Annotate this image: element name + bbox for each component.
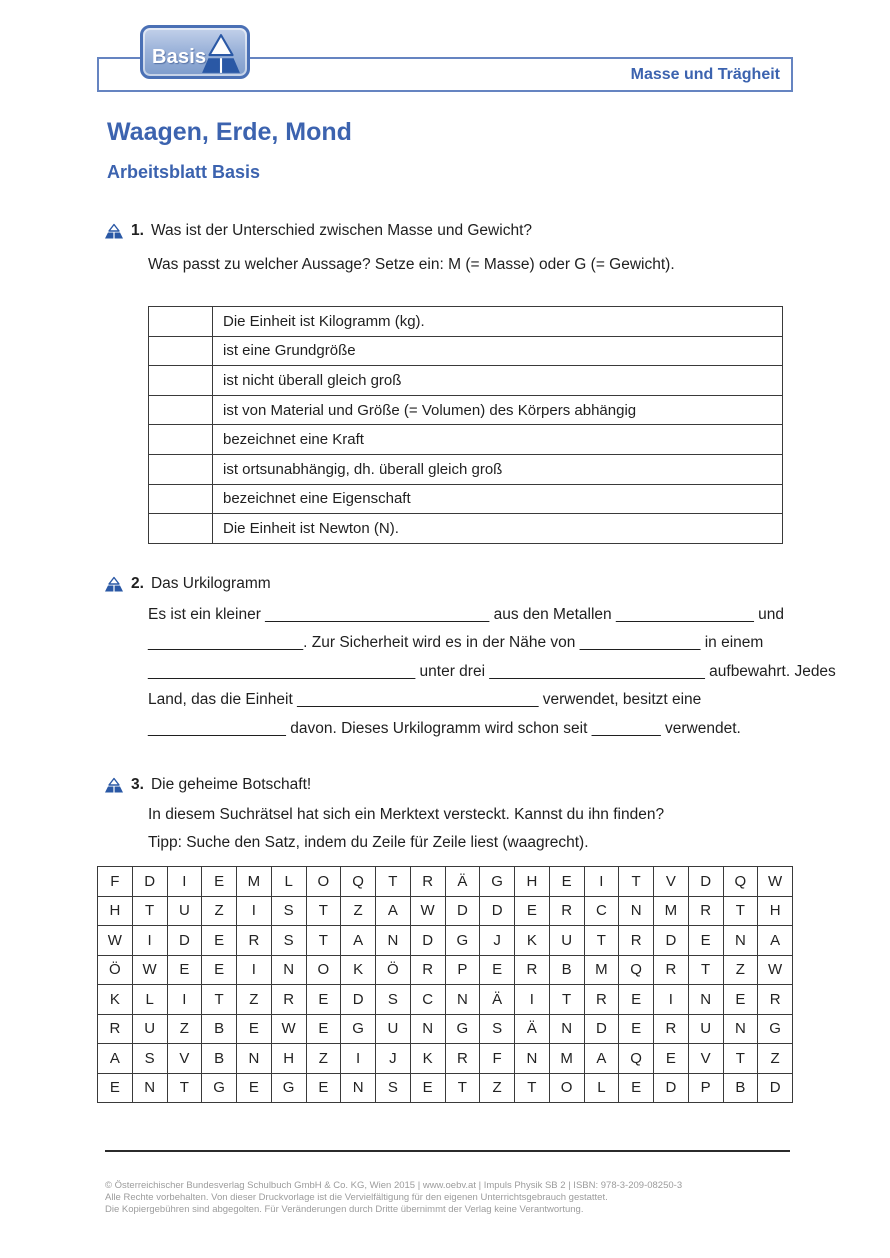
letter-cell: Q — [341, 867, 376, 897]
letter-cell: I — [341, 1044, 376, 1074]
letter-cell: D — [688, 867, 723, 897]
letter-cell: F — [480, 1044, 515, 1074]
letter-cell: Ä — [445, 867, 480, 897]
letter-cell: Z — [723, 955, 758, 985]
letter-cell: E — [202, 867, 237, 897]
letter-cell: B — [549, 955, 584, 985]
footer-line: Die Kopiergebühren sind abgegolten. Für Veränderungen durch Dritte übernimmt der Verlag keine Verantwortung. — [105, 1203, 584, 1215]
letter-cell: E — [549, 867, 584, 897]
letter-cell: E — [237, 1073, 272, 1103]
letter-cell: R — [688, 896, 723, 926]
grid-row — [98, 1073, 793, 1103]
letter-cell: S — [376, 1073, 411, 1103]
letter-cell: B — [202, 1014, 237, 1044]
letter-cell: T — [376, 867, 411, 897]
letter-cell: I — [132, 926, 167, 956]
task-3-heading — [104, 776, 311, 794]
letter-cell: R — [445, 1044, 480, 1074]
letter-cell: D — [167, 926, 202, 956]
letter-cell: Z — [167, 1014, 202, 1044]
letter-cell: F — [98, 867, 133, 897]
letter-cell: B — [723, 1073, 758, 1103]
letter-cell: E — [619, 1073, 654, 1103]
letter-cell: Z — [202, 896, 237, 926]
task-number: 2. — [131, 575, 144, 592]
letter-cell: E — [654, 1044, 689, 1074]
grid-row — [98, 1014, 793, 1044]
footer-line: © Österreichischer Bundesverlag Schulbuch GmbH & Co. KG, Wien 2015 | www.oebv.at | Impuls Physik SB 2 | ISBN: 978-3-209-08250-3 — [105, 1180, 683, 1191]
letter-cell: P — [688, 1073, 723, 1103]
letter-cell: E — [306, 1014, 341, 1044]
statement-row — [149, 307, 783, 337]
task-1-instruction: Was passt zu welcher Aussage? Setze ein: M (= Masse) oder G (= Gewicht). — [148, 256, 675, 273]
letter-cell: E — [202, 926, 237, 956]
letter-cell: D — [132, 867, 167, 897]
letter-cell: S — [271, 896, 306, 926]
instruction-line: Tipp: Suche den Satz, indem du Zeile für Zeile liest (waagrecht). — [148, 834, 589, 852]
letter-cell: T — [515, 1073, 550, 1103]
letter-cell: D — [445, 896, 480, 926]
letter-cell: D — [654, 926, 689, 956]
letter-cell: E — [306, 985, 341, 1015]
letter-cell: L — [271, 867, 306, 897]
letter-cell: Q — [619, 1044, 654, 1074]
letter-cell: R — [549, 896, 584, 926]
statement-row — [149, 514, 783, 544]
letter-cell: Q — [619, 955, 654, 985]
letter-cell: O — [306, 955, 341, 985]
letter-cell: N — [376, 926, 411, 956]
letter-cell: H — [98, 896, 133, 926]
letter-cell: D — [654, 1073, 689, 1103]
statement-text: ist nicht überall gleich groß — [213, 366, 783, 396]
letter-cell: W — [758, 955, 793, 985]
letter-cell: K — [98, 985, 133, 1015]
letter-cell: Z — [306, 1044, 341, 1074]
letter-cell: C — [410, 985, 445, 1015]
letter-cell: I — [237, 896, 272, 926]
letter-cell: E — [237, 1014, 272, 1044]
letter-cell: I — [584, 867, 619, 897]
basis-logo-text: Basis — [152, 46, 207, 68]
grid-row — [98, 896, 793, 926]
page-title: Waagen, Erde, Mond — [107, 118, 352, 146]
answer-blank-cell — [149, 395, 213, 425]
statements-table — [148, 306, 783, 544]
letter-cell: Ä — [480, 985, 515, 1015]
letter-cell: R — [584, 985, 619, 1015]
letter-cell: H — [758, 896, 793, 926]
letter-cell: T — [202, 985, 237, 1015]
letter-cell: Z — [758, 1044, 793, 1074]
letter-cell: R — [237, 926, 272, 956]
letter-cell: R — [619, 926, 654, 956]
letter-cell: Ö — [98, 955, 133, 985]
letter-cell: S — [271, 926, 306, 956]
letter-cell: M — [654, 896, 689, 926]
fill-in-line: __________________. Zur Sicherheit wird es in der Nähe von ______________ in einem — [148, 634, 764, 652]
answer-blank-cell — [149, 454, 213, 484]
letter-cell: N — [549, 1014, 584, 1044]
letter-cell: G — [758, 1014, 793, 1044]
letter-cell: T — [306, 926, 341, 956]
fill-in-line: ________________ davon. Dieses Urkilogramm wird schon seit ________ verwendet. — [148, 719, 741, 737]
word-search-grid — [97, 866, 793, 1103]
letter-cell: E — [688, 926, 723, 956]
letter-cell: Q — [723, 867, 758, 897]
statement-text: ist ortsunabhängig, dh. überall gleich groß — [213, 454, 783, 484]
letter-cell: I — [515, 985, 550, 1015]
letter-cell: T — [549, 985, 584, 1015]
letter-cell: M — [237, 867, 272, 897]
letter-cell: T — [723, 896, 758, 926]
letter-cell: R — [410, 955, 445, 985]
letter-cell: N — [341, 1073, 376, 1103]
task-question: Die geheime Botschaft! — [150, 776, 312, 793]
grid-row — [98, 867, 793, 897]
statement-text: bezeichnet eine Eigenschaft — [213, 484, 783, 514]
letter-cell: M — [549, 1044, 584, 1074]
task-number: 1. — [131, 222, 144, 239]
letter-cell: T — [445, 1073, 480, 1103]
letter-cell: N — [237, 1044, 272, 1074]
letter-cell: T — [584, 926, 619, 956]
letter-cell: E — [619, 985, 654, 1015]
statement-text: ist eine Grundgröße — [213, 336, 783, 366]
task-1-heading — [104, 222, 532, 240]
letter-cell: E — [202, 955, 237, 985]
letter-cell: E — [306, 1073, 341, 1103]
topic-label: Masse und Trägheit — [630, 65, 780, 83]
letter-cell: Ö — [376, 955, 411, 985]
letter-cell: T — [167, 1073, 202, 1103]
letter-cell: O — [549, 1073, 584, 1103]
grid-row — [98, 1044, 793, 1074]
letter-cell: N — [445, 985, 480, 1015]
letter-cell: T — [306, 896, 341, 926]
pyramid-icon — [104, 223, 124, 240]
letter-cell: E — [98, 1073, 133, 1103]
letter-cell: D — [584, 1014, 619, 1044]
letter-cell: Ä — [515, 1014, 550, 1044]
letter-cell: T — [619, 867, 654, 897]
letter-cell: K — [341, 955, 376, 985]
pyramid-icon — [104, 576, 124, 593]
statement-text: Die Einheit ist Kilogramm (kg). — [213, 307, 783, 337]
letter-cell: U — [549, 926, 584, 956]
letter-cell: E — [723, 985, 758, 1015]
letter-cell: I — [167, 985, 202, 1015]
letter-cell: G — [271, 1073, 306, 1103]
letter-cell: E — [410, 1073, 445, 1103]
task-question: Das Urkilogramm — [150, 575, 271, 592]
letter-cell: V — [167, 1044, 202, 1074]
letter-cell: C — [584, 896, 619, 926]
letter-cell: G — [445, 926, 480, 956]
task-number: 3. — [131, 776, 144, 793]
statement-text: bezeichnet eine Kraft — [213, 425, 783, 455]
letter-cell: B — [202, 1044, 237, 1074]
task-3-instructions — [148, 801, 798, 858]
letter-cell: W — [410, 896, 445, 926]
page-subtitle: Arbeitsblatt Basis — [107, 162, 261, 182]
grid-row — [98, 926, 793, 956]
letter-cell: N — [723, 926, 758, 956]
letter-cell: V — [688, 1044, 723, 1074]
letter-cell: N — [132, 1073, 167, 1103]
letter-cell: U — [132, 1014, 167, 1044]
letter-cell: R — [654, 955, 689, 985]
letter-cell: W — [132, 955, 167, 985]
letter-cell: R — [98, 1014, 133, 1044]
fill-in-line: Es ist ein kleiner __________________________ aus den Metallen ________________ und — [148, 606, 785, 623]
letter-cell: A — [376, 896, 411, 926]
letter-cell: U — [688, 1014, 723, 1044]
letter-cell: N — [271, 955, 306, 985]
footer-line: Alle Rechte vorbehalten. Von dieser Druckvorlage ist die Vervielfältigung für den eigenen Unterrichtsgebrauch gestattet. — [105, 1191, 608, 1203]
letter-cell: N — [688, 985, 723, 1015]
letter-cell: G — [341, 1014, 376, 1044]
letter-cell: N — [410, 1014, 445, 1044]
letter-cell: R — [410, 867, 445, 897]
grid-row — [98, 955, 793, 985]
statement-row — [149, 484, 783, 514]
task-2-fill-text — [148, 601, 836, 743]
letter-cell: J — [480, 926, 515, 956]
letter-cell: Z — [341, 896, 376, 926]
pyramid-icon — [104, 777, 124, 794]
statement-text: Die Einheit ist Newton (N). — [213, 514, 783, 544]
letter-cell: R — [654, 1014, 689, 1044]
letter-cell: Z — [237, 985, 272, 1015]
fill-in-line: _______________________________ unter drei _________________________ aufbewahrt. Jedes — [148, 662, 836, 680]
letter-cell: W — [271, 1014, 306, 1044]
letter-cell: L — [584, 1073, 619, 1103]
letter-cell: R — [758, 985, 793, 1015]
statement-text: ist von Material und Größe (= Volumen) des Körpers abhängig — [213, 395, 783, 425]
letter-cell: G — [480, 867, 515, 897]
letter-cell: T — [688, 955, 723, 985]
letter-cell: E — [480, 955, 515, 985]
letter-cell: R — [271, 985, 306, 1015]
letter-cell: S — [376, 985, 411, 1015]
letter-cell: G — [445, 1014, 480, 1044]
letter-cell: N — [515, 1044, 550, 1074]
letter-cell: H — [271, 1044, 306, 1074]
letter-cell: P — [445, 955, 480, 985]
letter-cell: W — [98, 926, 133, 956]
answer-blank-cell — [149, 484, 213, 514]
letter-cell: E — [515, 896, 550, 926]
answer-blank-cell — [149, 514, 213, 544]
basis-logo — [140, 25, 250, 79]
letter-cell: D — [480, 896, 515, 926]
letter-cell: D — [410, 926, 445, 956]
task-question: Was ist der Unterschied zwischen Masse und Gewicht? — [150, 222, 532, 239]
statement-row — [149, 336, 783, 366]
grid-row — [98, 985, 793, 1015]
letter-cell: O — [306, 867, 341, 897]
answer-blank-cell — [149, 425, 213, 455]
letter-cell: H — [515, 867, 550, 897]
letter-cell: U — [167, 896, 202, 926]
letter-cell: N — [619, 896, 654, 926]
letter-cell: A — [584, 1044, 619, 1074]
letter-cell: R — [515, 955, 550, 985]
letter-cell: U — [376, 1014, 411, 1044]
letter-cell: S — [132, 1044, 167, 1074]
letter-cell: I — [167, 867, 202, 897]
letter-cell: Z — [480, 1073, 515, 1103]
instruction-line: In diesem Suchrätsel hat sich ein Merktext versteckt. Kannst du ihn finden? — [148, 806, 665, 823]
letter-cell: M — [584, 955, 619, 985]
letter-cell: G — [202, 1073, 237, 1103]
letter-cell: T — [132, 896, 167, 926]
letter-cell: K — [515, 926, 550, 956]
letter-cell: E — [619, 1014, 654, 1044]
task-2-heading — [104, 575, 271, 593]
letter-cell: E — [167, 955, 202, 985]
letter-cell: K — [410, 1044, 445, 1074]
letter-cell: L — [132, 985, 167, 1015]
letter-cell: J — [376, 1044, 411, 1074]
answer-blank-cell — [149, 307, 213, 337]
answer-blank-cell — [149, 336, 213, 366]
letter-cell: S — [480, 1014, 515, 1044]
fill-in-line: Land, das die Einheit ____________________________ verwendet, besitzt eine — [148, 691, 702, 709]
letter-cell: I — [654, 985, 689, 1015]
statement-row — [149, 395, 783, 425]
letter-cell: D — [341, 985, 376, 1015]
statement-row — [149, 366, 783, 396]
footer-copyright — [105, 1180, 795, 1215]
letter-cell: A — [758, 926, 793, 956]
statement-row — [149, 454, 783, 484]
letter-cell: N — [723, 1014, 758, 1044]
pyramid-icon — [200, 31, 242, 77]
letter-cell: V — [654, 867, 689, 897]
letter-cell: A — [341, 926, 376, 956]
letter-cell: W — [758, 867, 793, 897]
answer-rule — [105, 1150, 790, 1152]
letter-cell: D — [758, 1073, 793, 1103]
letter-cell: I — [237, 955, 272, 985]
statement-row — [149, 425, 783, 455]
answer-blank-cell — [149, 366, 213, 396]
letter-cell: A — [98, 1044, 133, 1074]
letter-cell: T — [723, 1044, 758, 1074]
